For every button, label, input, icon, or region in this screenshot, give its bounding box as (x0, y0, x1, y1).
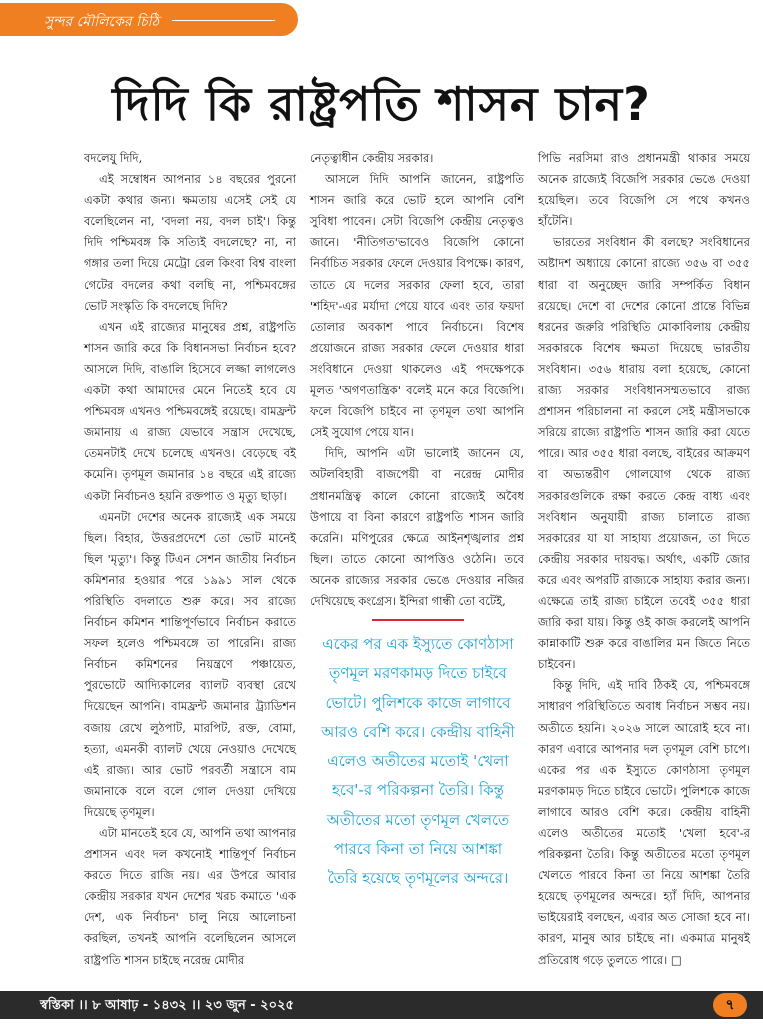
body-paragraph: ভারতের সংবিধান কী বলছে? সংবিধানের অষ্টাদশ অধ্যায়ে কোনো রাজ্যে ৩৫৬ বা ৩৫৫ ধারা বা অনুচ্ছেদ জারি সম্পর্কিত বিধান রয়েছে। দেশে বা দেশের কোনো প্রান্তে বিভিন্ন ধরনের জরুরি পরিস্থিতি মোকাবিলায় কেন্দ্রীয় সরকারকে বিশেষ ক্ষমতা দিয়েছে ভারতীয় সংবিধান। ৩৫৬ ধারায় বলা হয়েছে, কোনো রাজ্য সরকার সংবিধানসম্মতভাবে রাজ্য প্রশাসন পরিচালনা না করলে সেই মন্ত্রীসভাকে সরিয়ে রাজ্যে রাষ্ট্রপতি শাসন জারি করা যেতে পারে। আর ৩৫৫ ধারা বলছে, বাইরের আক্রমণ বা অভ্যন্তরীণ গোলযোগ থেকে রাজ্য সরকারগুলিকে রক্ষা করতে কেন্দ্র বাধ্য এবং সংবিধান অনুযায়ী রাজ্য চালাতে রাজ্য সরকারের যা যা সাহায্য প্রয়োজন, তা দিতে কেন্দ্রীয় সরকার দায়বদ্ধ। অর্থাৎ, একটি জোর করে এবং অপরটি রাজ্যকে সাহায্য করার জন্য। এক্ষেত্রে তাই রাজ্য চাইলে তবেই ৩৫৫ ধারা জারি করা যায়। কিন্তু ওই কাজ করলেই আপনি কান্নাকাটি শুরু করে বাঙালির মন জিতে নিতে চাইবেন। (538, 235, 750, 672)
body-paragraph: এটা মানতেই হবে যে, আপনি তথা আপনার প্রশাসন এবং দল কখনোই শান্তিপূর্ণ নির্বাচন করতে দিতে রাজি নয়। এর উপরে আবার কেন্দ্রীয় সরকার যখন দেশের খরচ কমাতে 'এক দেশ, এক নির্বাচন' চালু নিয়ে আলোচনা করছিল, তখনই আপনি বলেছিলেন আসলে রাষ্ট্রপতি শাসন চাইছে নরেন্দ্র মোদীর (84, 826, 296, 967)
section-tag (0, 3, 298, 36)
body-paragraph: এমনটা দেশের অনেক রাজ্যেই এক সময়ে ছিল। বিহার, উত্তরপ্রদেশে তো ভোট মানেই ছিল 'মৃত্যু'। কিন্তু টিএন সেশন জাতীয় নির্বাচন কমিশনার হওয়ার পরে ১৯৯১ সাল থেকে পরিস্থিতি বদলাতে শুরু করে। সব রাজ্যে নির্বাচন কমিশন শান্তিপূর্ণভাবে নির্বাচন করাতে সফল হলেও পশ্চিমবঙ্গে তা পারেনি। রাজ্য নির্বাচন কমিশনের নিয়ন্ত্রণে পঞ্চায়েত, পুরভোটে আদ্যিকালের ব্যালট ব্যবস্থা রেখে দিয়েছেন আপনি। বামফ্রন্ট জমানার ট্র্যাডিশন বজায় রেখে লুঠপাট, মারপিট, রক্ত, বোমা, হত্যা, এমনকী ব্যালট খেয়ে নেওয়াও দেখেছে এই রাজ্য। আর ভোট পরবর্তী সন্ত্রাসে বাম জমানাকে বলে বলে গোল দেওয়া দেখিয়ে দিয়েছে তৃণমূল। (84, 509, 296, 819)
article-column-3 (538, 148, 750, 971)
pull-quote-rule (372, 619, 464, 621)
body-paragraph: আসলে দিদি আপনি জানেন, রাষ্ট্রপতি শাসন জারি করে ভোট হলে আপনি বেশি সুবিধা পাবেন। সেটা বিজেপি কেন্দ্রীয় নেতৃত্বও জানে। 'নীতিগত'ভাবেও বিজেপি কোনো নির্বাচিত সরকার ফেলে দেওয়ার বিপক্ষে। কারণ, তাতে যে দলের সরকার ফেলা হবে, তারা 'শহিদ'-এর মর্যাদা পেয়ে যাবে এবং তার ফয়দা তোলার অবকাশ পাবে নির্বাচনে। বিশেষ প্রয়োজনে রাজ্য সরকার ফেলে দেওয়ার ধারা সংবিধানে দেওয়া থাকলেও এই পদক্ষেপকে মূলত 'অগণতান্ত্রিক' বলেই মনে করে বিজেপি। ফলে বিজেপি চাইবে না তৃণমূল তথা আপনি সেই সুযোগ পেয়ে যান। (310, 172, 524, 440)
article-column-1 (84, 148, 296, 971)
body-paragraph: নেতৃত্বাধীন কেন্দ্রীয় সরকার। (310, 151, 434, 165)
page-number: ৭ (713, 993, 747, 1017)
pull-quote: একের পর এক ইস্যুতে কোণঠাসা তৃণমূল মরণকামড় দিতে চাইবে ভোটে। পুলিশকে কাজে লাগাবে আরও বেশি করে। কেন্দ্রীয় বাহিনী এলেও অতীতের মতোই 'খেলা হবে'-র পরিকল্পনা তৈরি। কিন্তু অতীতের মতো তৃণমূল খেলতে পারবে কিনা তা নিয়ে আশঙ্কা তৈরি হয়েছে তৃণমূলের অন্দরে। (321, 635, 515, 888)
section-tag-label: সুন্দর মৌলিকের চিঠি (44, 14, 160, 30)
body-paragraph: পিভি নরসিমা রাও প্রধানমন্ত্রী থাকার সময়ে অনেক রাজ্যেই বিজেপি সরকার ভেঙে দেওয়া হয়েছিল। তবে বিজেপি সে পথে কখনও হাঁটেনি। (538, 151, 750, 229)
salutation: বদলেযু দিদি, (84, 151, 143, 165)
footer-issue-info: স্বস্তিকা ।। ৮ আষাঢ় - ১৪৩২ ।। ২৩ জুন - ২০২৫ (40, 998, 294, 1013)
article-column-2 (310, 148, 524, 612)
body-paragraph: এই সম্বোধন আপনার ১৪ বছরের পুরনো একটা কথার জন্য। ক্ষমতায় এসেই সেই যে বলেছিলেন না, 'বদলা নয়, বদল চাই'। কিন্তু দিদি পশ্চিমবঙ্গ কি সত্যিই বদলেছে? না, না গঙ্গার তলা দিয়ে মেট্রো রেল কিংবা বিশ্ব বাংলা গেটের বদলের কথা বলছি না, পশ্চিমবঙ্গের ভোট সংস্কৃতি কি বদলেছে দিদি? (84, 172, 296, 313)
body-paragraph: এখন এই রাজ্যের মানুষের প্রশ্ন, রাষ্ট্রপতি শাসন জারি করে কি বিধানসভা নির্বাচন হবে? আসলে দিদি, বাঙালি হিসেবে লজ্জা লাগলেও একটা কথা আমাদের মেনে নিতেই হবে যে পশ্চিমবঙ্গ এখনও পশ্চিমবঙ্গেই রয়েছে। বামফ্রন্ট জমানায় এ রাজ্য যেভাবে সন্ত্রাস দেখেছে, তেমনটাই দেখে চলেছে এখনও। বেড়েছে বই কমেনি। তৃণমূল জমানার ১৪ বছরে এই রাজ্যে একটা নির্বাচনও হয়নি রক্তপাত ও মৃত্যু ছাড়া। (84, 319, 296, 503)
section-tag-rule (172, 20, 275, 21)
body-paragraph: কিন্তু দিদি, এই দাবি ঠিকই যে, পশ্চিমবঙ্গে সাধারণ পরিস্থিতিতে অবাধ নির্বাচন সম্ভব নয়। অতীতে হয়নি। ২০২৬ সালে আরোই হবে না। কারণ এবারে আপনার দল তৃণমূল বেশি চাপে। একের পর এক ইস্যুতে কোণঠাসা তৃণমূল মরণকামড় দিতে চাইবে ভোটে। পুলিশকে কাজে লাগাবে আরও বেশি করে। কেন্দ্রীয় বাহিনী এলেও অতীতের মতোই 'খেলা হবে'-র পরিকল্পনা তৈরি। কিন্তু অতীতের মতো তৃণমূল খেলতে পারবে কিনা তা নিয়ে আশঙ্কা তৈরি হয়েছে তৃণমূলের অন্দরে। হ্যাঁ দিদি, আপনার ভাইয়েরাই বলছেন, এবার অত সোজা হবে না। কারণ, মানুষ আর চাইছে না। একমাত্র মানুষই প্রতিরোধ গড়ে তুলতে পারে। □ (538, 678, 750, 967)
body-paragraph: দিদি, আপনি এটা ভালোই জানেন যে, অটলবিহারী বাজপেয়ী বা নরেন্দ্র মোদীর প্রধানমন্ত্রিত্ব কালে কোনো রাজ্যেই অবৈধ উপায়ে বা বিনা কারণে রাষ্ট্রপতি শাসন জারি করেনি। মণিপুরের ক্ষেত্রে আইনশৃঙ্খলার প্রশ্ন ছিল। তাতে কোনো আপত্তিও ওঠেনি। তবে অনেক রাজ্যের সরকার ভেঙে দেওয়ার নজির দেখিয়েছে কংগ্রেস। ইন্দিরা গান্ধী তো বটেই, (310, 446, 524, 608)
footer-bar (0, 991, 763, 1019)
headline: দিদি কি রাষ্ট্রপতি শাসন চান? (112, 77, 651, 131)
